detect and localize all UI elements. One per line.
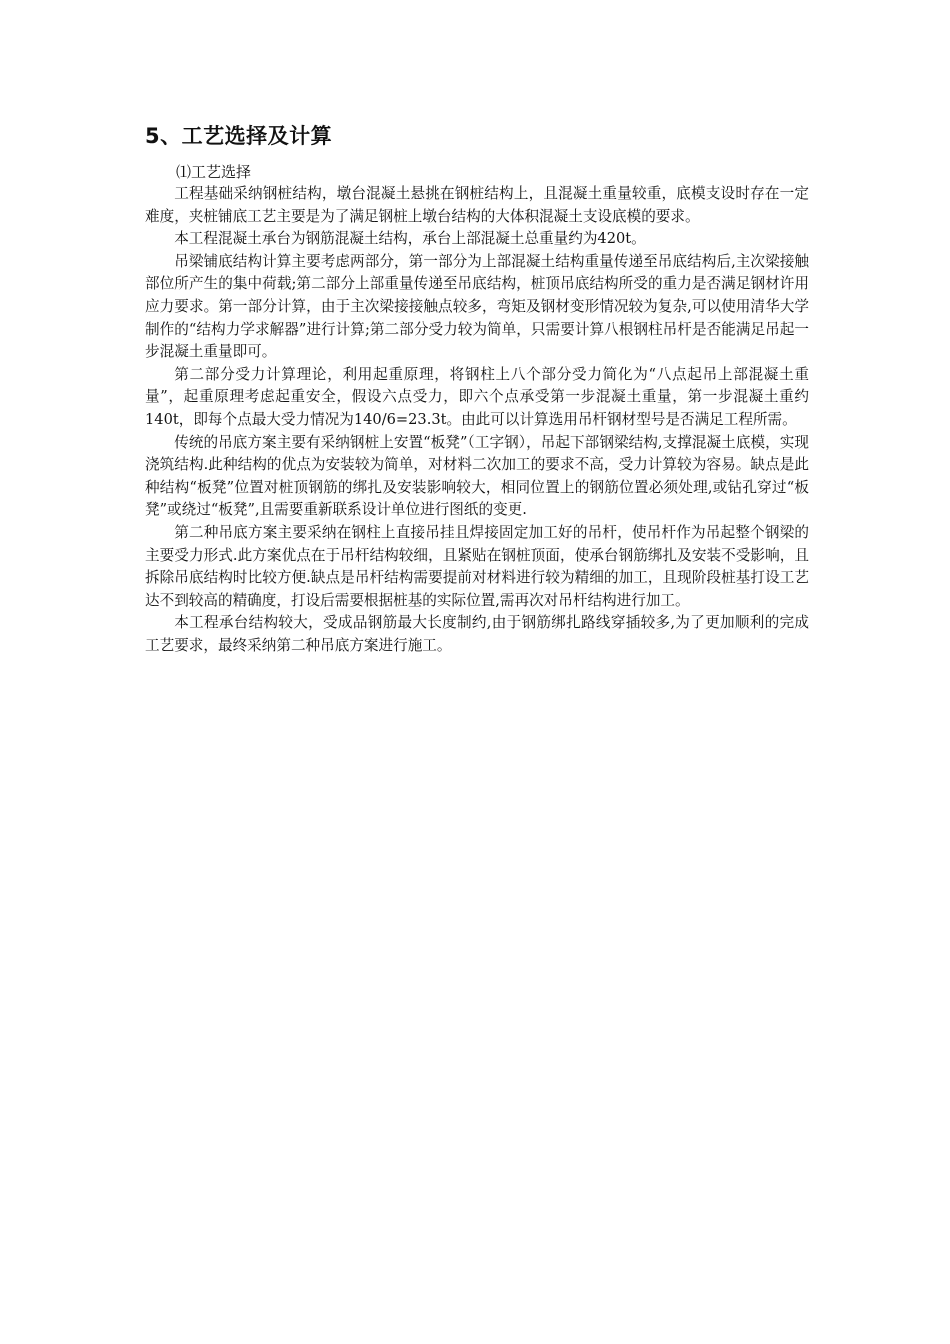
paragraph-7: 本工程承台结构较大，受成品钢筋最大长度制约,由于钢筋绑扎路线穿插较多,为了更加顺利的完成工艺要求，最终采纳第二种吊底方案进行施工。: [145, 614, 809, 654]
paragraph-6: 第二种吊底方案主要采纳在钢柱上直接吊挂且焊接固定加工好的吊杆，使吊杆作为吊起整个钢梁的主要受力形式.此方案优点在于吊杆结构较细，且紧贴在钢桩顶面，使承台钢筋绑扎及安装不受影响，且拆除吊底结构时比较方便.缺点是吊杆结构需要提前对材料进行较为精细的加工，且现阶段桩基打设工艺达不到较高的精确度，打设后需要根据桩基的实际位置,需再次对吊杆结构进行加工。: [145, 523, 809, 609]
subsection-heading: ⑴工艺选择: [176, 163, 252, 181]
section-title: 5、工艺选择及计算: [145, 124, 333, 148]
paragraph-3: 吊梁铺底结构计算主要考虑两部分，第一部分为上部混凝土结构重量传递至吊底结构后,主次梁接触部位所产生的集中荷载;第二部分上部重量传递至吊底结构，桩顶吊底结构所受的重力是否满足钢材许用应力要求。第一部分计算，由于主次梁接接触点较多，弯矩及钢材变形情况较为复杂,可以使用清华大学制作的“结构力学求解器”进行计算;第二部分受力较为简单，只需要计算八根钢柱吊杆是否能满足吊起一步混凝土重量即可。: [145, 252, 809, 361]
paragraph-1: 工程基础采纳钢桩结构，墩台混凝土悬挑在钢桩结构上，且混凝土重量较重，底模支设时存在一定难度，夹桩铺底工艺主要是为了满足钢桩上墩台结构的大体积混凝土支设底模的要求。: [145, 185, 809, 225]
paragraph-4: 第二部分受力计算理论，利用起重原理，将钢柱上八个部分受力简化为“八点起吊上部混凝土重量”，起重原理考虑起重安全，假设六点受力，即六个点承受第一步混凝土重量，第一步混凝土重约140t，即每个点最大受力情况为140/6=23.3t。由此可以计算选用吊杆钢材型号是否满足工程所需。: [145, 365, 809, 428]
paragraph-2: 本工程混凝土承台为钢筋混凝土结构，承台上部混凝土总重量约为420t。: [174, 230, 646, 248]
body-text: [145, 183, 809, 657]
paragraph-5: 传统的吊底方案主要有采纳钢桩上安置“板凳”（工字钢），吊起下部钢梁结构,支撑混凝土底模，实现浇筑结构.此种结构的优点为安装较为简单，对材料二次加工的要求不高，受力计算较为容易。缺点是此种结构“板凳”位置对桩顶钢筋的绑扎及安装影响较大，相同位置上的钢筋位置必须处理,或钻孔穿过“板凳”或绕过“板凳”,且需要重新联系设计单位进行图纸的变更.: [145, 433, 809, 519]
